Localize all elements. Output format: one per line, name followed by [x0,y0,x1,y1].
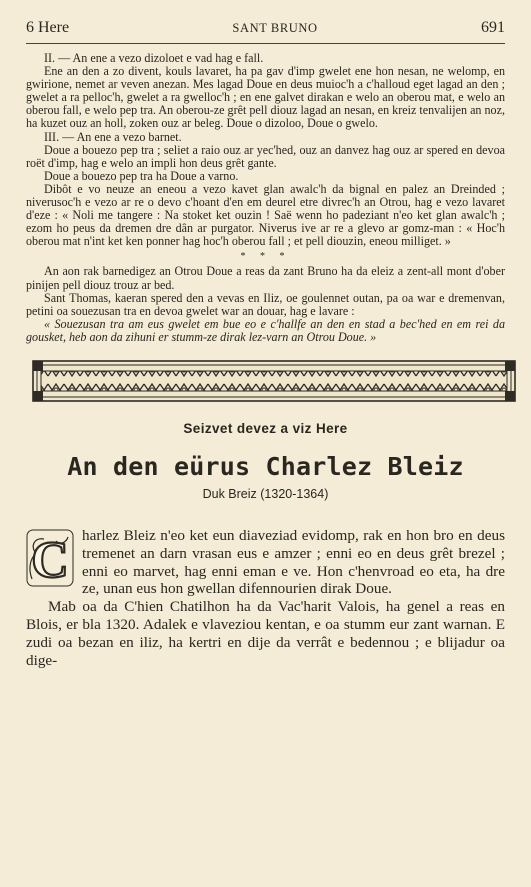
paragraph: Dibôt e vo neuze an eneou a vezo kavet glan awalc'h da bignal en palez an Dreinded ; niverusoc'h e vezo ar re o devo c'hoant d'en em deurel etre divrec'h an Otrou, hag e vezo lavaret d'eze : « Noli me tangere : Na stoket ket ouzin ! Saë wenn ho padeziant n'eo ket glan awalc'h ; ezom ho peus da dremen dre dân ar purgator. Niverus ive ar re a glevo ar gomz-man : « Hoc'h oberou mat n'int ket ken ponner hag hoc'h oberou fall ; et pell diouzin, eneou milliget. » [26,181,505,249]
paragraph: An aon rak barnedigez an Otrou Doue a reas da zant Bruno ha da eleiz a zent-all mont d'ober pinijen pell diouz trouz ar bed. [26,264,505,292]
section-label: Seizvet devez a viz Here [183,420,348,436]
article-charlez [26,527,505,669]
paragraph: Mab oa da C'hien Chatilhon ha da Vac'harit Valois, ha genel a reas en Blois, er bla 1320. Adalek e vlaveziou kentan, e oa stumm eur zant warnan. E zudi oa bezan en iliz, ha kertri en dije da verrât e bedennou ; e blijadur oa dige- [26,598,505,669]
paragraph: harlez Bleiz n'eo ket eun diaveziad evidomp, rak en hon bro en deus tremenet an darn vrasan eus e amzer ; enni eo en deus grêt brezel ; enni eo marvet, hag enni eman e ve. Hon c'henvroad eo eta, ha dre ze, unan eus hon gwellan difennourien dirak Doue. [82,526,505,598]
article-subtitle: Duk Breiz (1320-1364) [202,486,329,501]
ornamental-band [32,360,516,402]
paragraph: Doue a bouezo pep tra ; seliet a raio ouz ar yec'hed, ouz an danvez hag ouz ar spered en devoa roët d'imp, hag e welo an impli hon deus grêt gante. [26,142,505,170]
paragraph: Ene an den a zo divent, kouls lavaret, ha pa gav d'imp gwelet ene hon nesan, ne welomp, en gwirione, nemet ar veven anezan. Mes lagad Doue en deus muioc'h a c'halloud eget lagad an den ; gwelet a ra pelloc'h, gwelet a ra gwelloc'h ; en ene galvet dirakan e welo an oberou mat, e welo an oberou fall, e welo pep tra. An oberou-ze grêt pell diouz lagad an nesan, en kreiz tenvalijen an noz, ha kuzet ouz an holl, zoken ouz ar beleg. Doue o dizoloo, Doue o gwelo. [26,64,505,131]
dropcap-letter-c [26,529,74,587]
header-left: 6 Here [26,19,70,36]
article-title: An den eürus Charlez Bleiz [67,451,464,481]
header-center: SANT BRUNO [232,21,318,35]
dropcap-glyph: C [31,531,69,587]
header-rule [26,43,505,44]
quote-paragraph: « Souezusan tra am eus gwelet em bue eo e c'hallfe an den en stad a bec'hed en em rei da gousket, heb aon da zihuni er stumm-ze dirak lez-varn an Otrou Doue. » [26,316,505,344]
page-number: 691 [480,19,505,36]
paragraph: III. — An ene a vezo barnet. [44,129,182,144]
paragraph: Sant Thomas, kaeran spered den a vevas en Iliz, oe goulennet outan, pa oa war e dremenvan, petini oa souezusan tra en devoa gwelet war an douar, hag e lavare : [26,290,505,318]
paragraph: Doue a bouezo pep tra ha Doue a varno. [44,168,239,183]
article-bruno [26,52,505,344]
paragraph: II. — An ene a vezo dizoloet e vad hag e fall. [44,51,264,65]
section-stars: * * * [240,251,291,263]
running-head [26,18,505,38]
